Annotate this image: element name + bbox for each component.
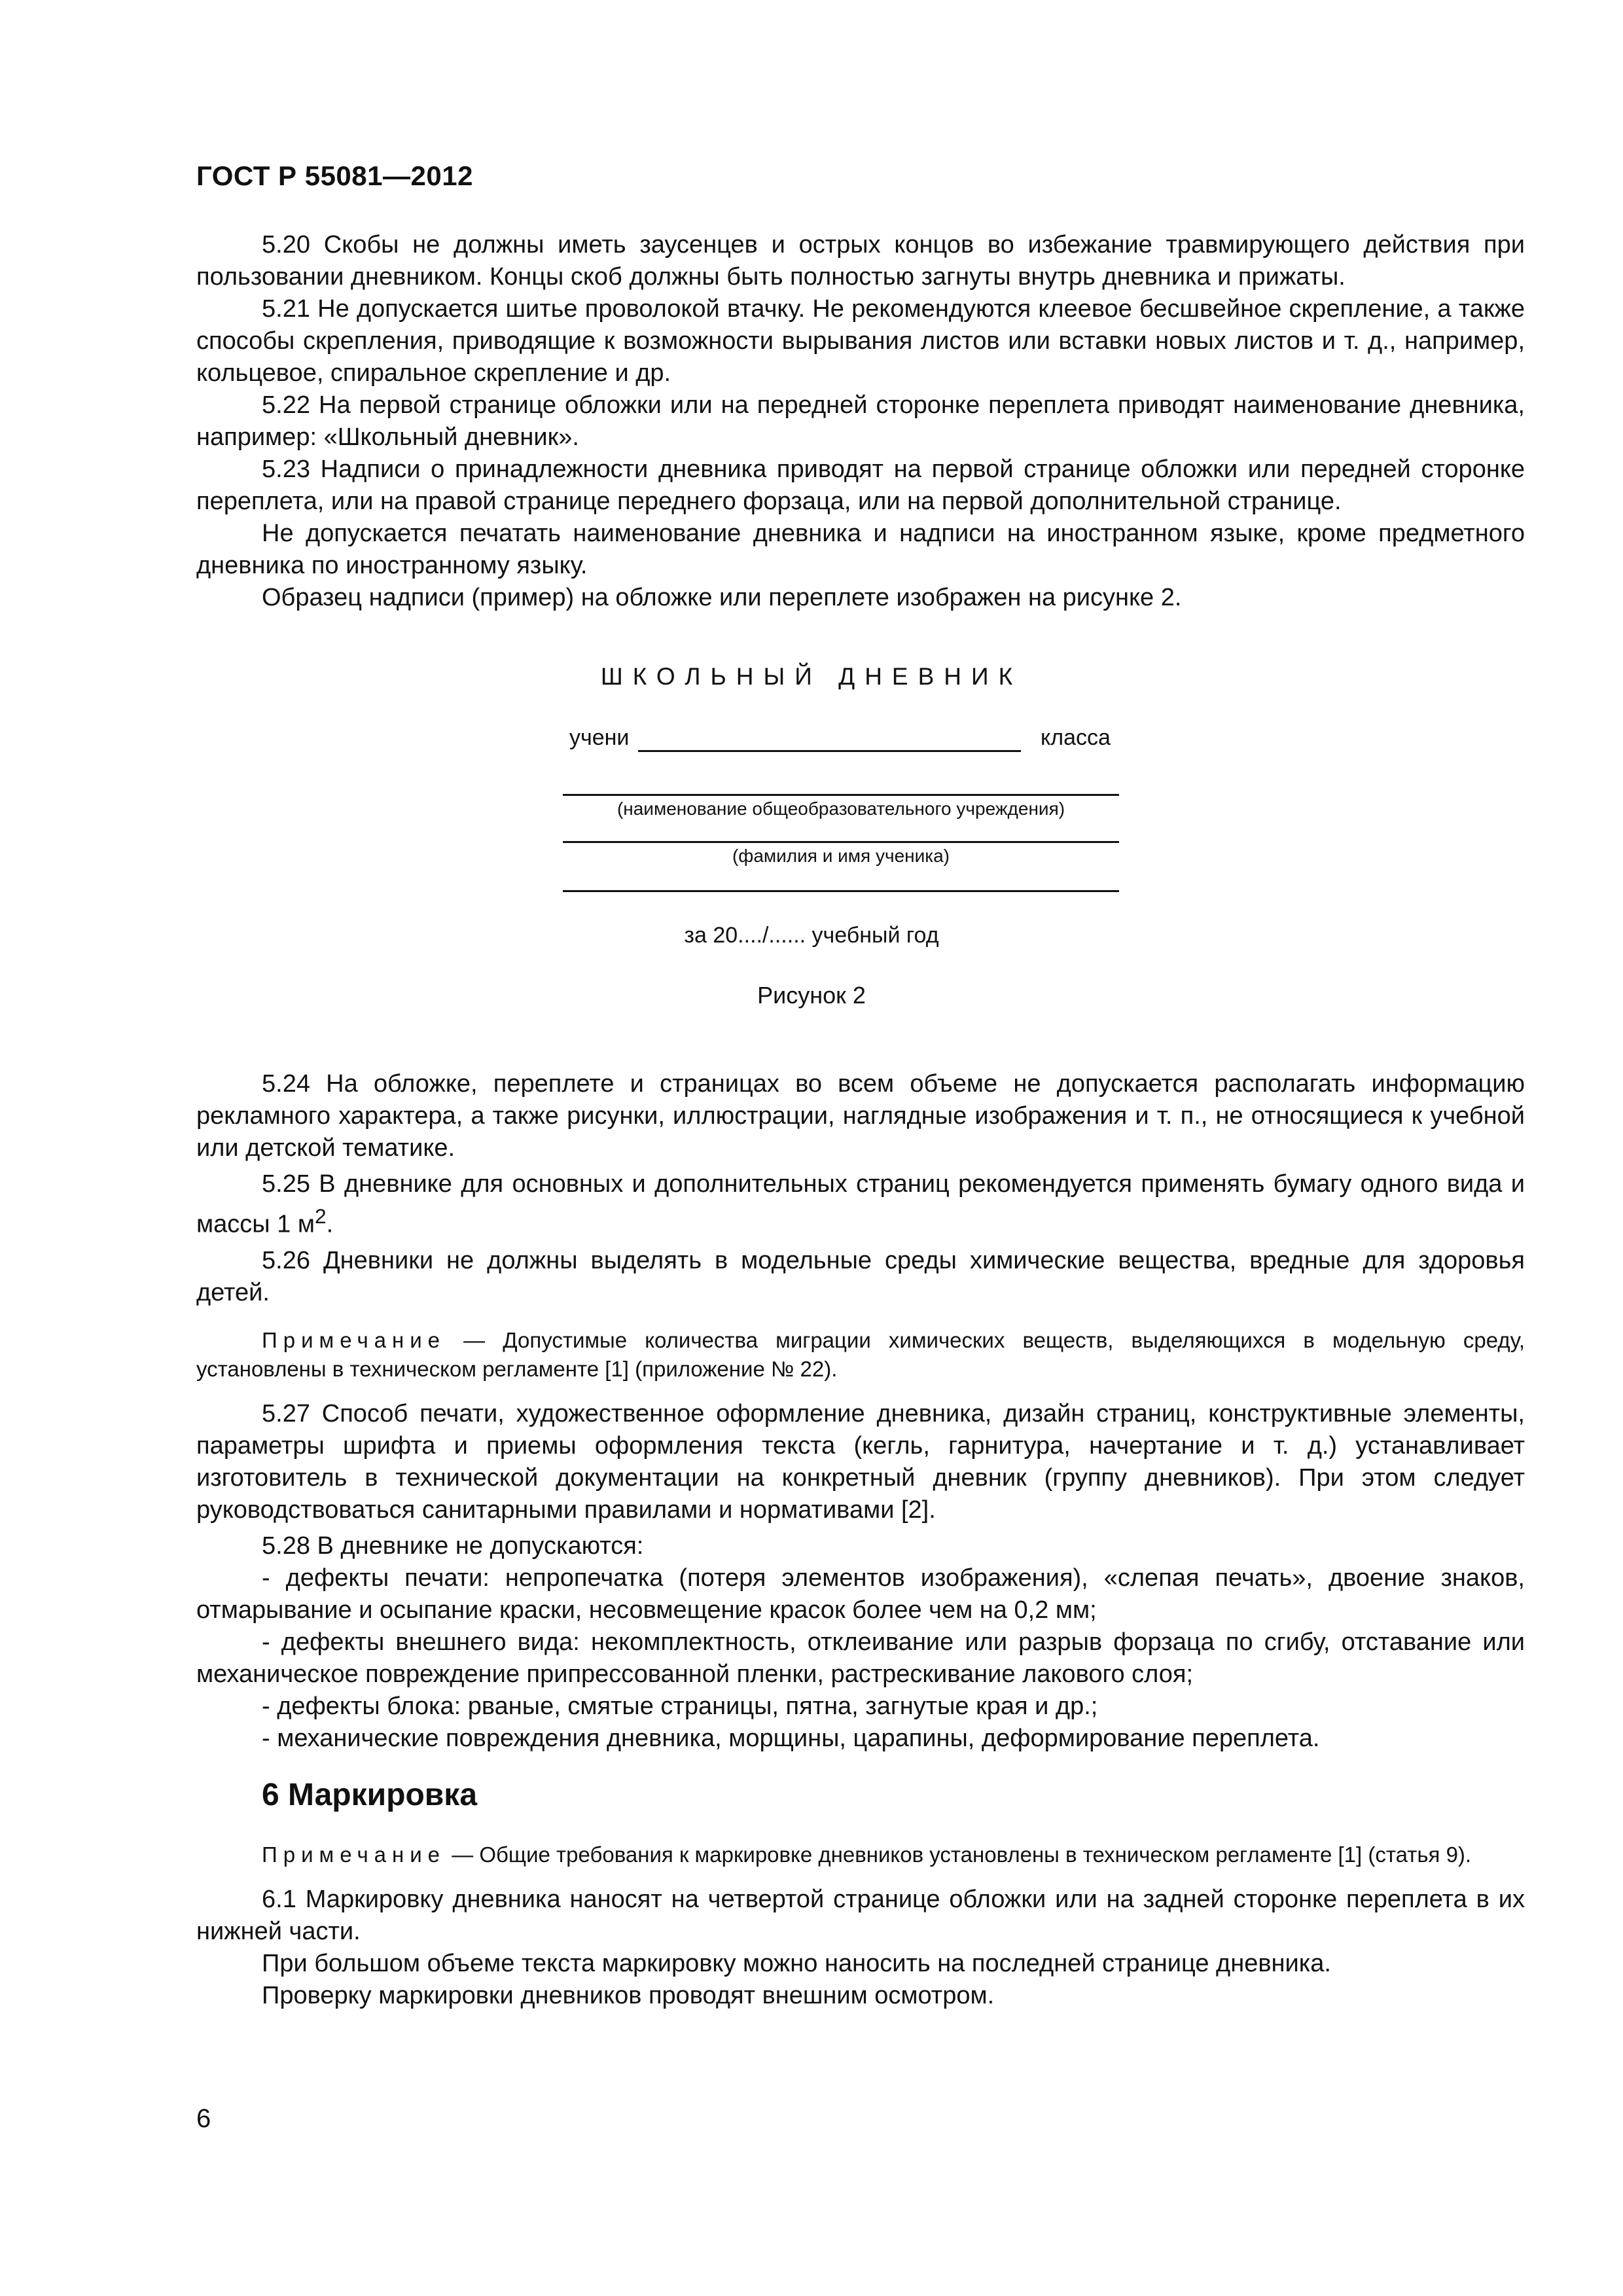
section-6-title: 6 Маркировка xyxy=(262,1778,478,1812)
paragraph-5-24: 5.24 На обложке, переплете и страницах во всем объеме не допускается располагать информацию рекламного характера, а также рисунки, иллюстрации, наглядные изображения и т. п., не относящиеся к учебной или детской тематике. xyxy=(196,1070,1525,1162)
paragraph-foreign-language: Не допускается печатать наименование дневника и надписи на иностранном языке, кроме предметного дневника по иностранному языку. xyxy=(196,520,1525,579)
defect-item-mechanical: - механические повреждения дневника, морщины, царапины, деформирование переплета. xyxy=(262,1724,1320,1752)
paragraph-5-21: 5.21 Не допускается шитье проволокой втачку. Не рекомендуются клеевое бесшвейное скрепление, а также способы скрепления, приводящие к возможности вырывания листов или вставки новых листов и т. д., например, кольцевое, спиральное скрепление и др. xyxy=(196,295,1525,387)
paragraph-sample-reference: Образец надписи (пример) на обложке или переплете изображен на рисунке 2. xyxy=(262,584,1182,611)
note-text: — Общие требования к маркировке дневников установлены в техническом регламенте [1] (статья 9). xyxy=(452,1842,1472,1867)
paragraph-5-25-end: . xyxy=(326,1210,334,1238)
extra-blank-line xyxy=(563,890,1119,892)
paragraph-5-22: 5.22 На первой странице обложки или на передней сторонке переплета приводят наименование дневника, например: «Школьный дневник». xyxy=(196,391,1525,451)
class-suffix-label: класса xyxy=(1041,725,1111,750)
paragraph-6-1: 6.1 Маркировку дневника наносят на четвертой странице обложки или на задней сторонке переплета в их нижней части. xyxy=(196,1886,1525,1945)
paragraph-5-28: 5.28 В дневнике не допускаются: xyxy=(262,1532,644,1560)
paragraph-5-27: 5.27 Способ печати, художественное оформление дневника, дизайн страниц, конструктивные элементы, параметры шрифта и приемы оформления текста (кегль, гарнитура, начертание и т. д.) устанавливает изготовитель в технической документации на конкретный дневник (группу дневников). При этом следует руководствоваться санитарными правилами и нормативами [2]. xyxy=(196,1399,1525,1524)
section5-part2 xyxy=(196,1068,1525,1755)
note-label: Примечание xyxy=(262,1327,446,1352)
section6-body xyxy=(196,1840,1525,2012)
figure-label: Рисунок 2 xyxy=(757,982,866,1009)
paragraph-5-25-superscript: 2 xyxy=(314,1204,327,1228)
paragraph-check: Проверку маркировки дневников проводят внешним осмотром. xyxy=(262,1982,995,2009)
paragraph-large-text: При большом объеме текста маркировку можно наносить на последней странице дневника. xyxy=(262,1950,1331,1977)
page-number: 6 xyxy=(196,2104,211,2133)
paragraph-5-23: 5.23 Надписи о принадлежности дневника приводят на первой странице обложки или передней сторонке переплета, или на правой странице переднего форзаца, или на первой дополнительной странице. xyxy=(196,456,1525,515)
name-blank-line xyxy=(563,841,1119,843)
figure-title: ШКОЛЬНЫЙ ДНЕВНИК xyxy=(600,663,1023,690)
defect-item-appearance: - дефекты внешнего вида: некомплектность, отклеивание или разрыв форзаца по сгибу, отставание или механическое повреждение припрессованной пленки, растрескивание лакового слоя; xyxy=(196,1628,1525,1688)
document-header-standard-id: ГОСТ Р 55081—2012 xyxy=(196,160,473,191)
paragraph-5-25 xyxy=(196,1168,1525,1241)
note-text: — Допустимые количества миграции химических веществ, выделяющихся в модельную среду, установлены в техническом регламенте [1] (приложение № 22). xyxy=(196,1327,1525,1381)
note-label: Примечание xyxy=(262,1842,446,1867)
academic-year-line: за 20..../...... учебный год xyxy=(684,923,939,948)
institution-caption: (наименование общеобразовательного учреждения) xyxy=(616,798,1065,819)
paragraph-5-25-text: 5.25 В дневнике для основных и дополнительных страниц рекомендуется применять бумагу одного вида и массы 1 м xyxy=(196,1170,1525,1238)
institution-blank-line xyxy=(563,794,1119,796)
paragraph-5-20: 5.20 Скобы не должны иметь заусенцев и острых концов во избежание травмирующего действия при пользовании дневником. Концы скоб должны быть полностью загнуты внутрь дневника и прижаты. xyxy=(196,231,1525,291)
name-caption: (фамилия и имя ученика) xyxy=(732,846,950,866)
paragraph-5-26: 5.26 Дневники не должны выделять в модельные среды химические вещества, вредные для здоровья детей. xyxy=(196,1246,1525,1306)
student-prefix-label: учени xyxy=(569,725,630,750)
note-section-6 xyxy=(196,1840,1525,1869)
student-blank-line xyxy=(638,750,1021,752)
defect-item-block: - дефекты блока: рваные, смятые страницы, пятна, загнутые края и др.; xyxy=(262,1692,1098,1720)
section5-part1 xyxy=(196,229,1525,614)
defect-item-printing: - дефекты печати: непропечатка (потеря элементов изображения), «слепая печать», двоение знаков, отмарывание и осыпание краски, несовмещение красок более чем на 0,2 мм; xyxy=(196,1564,1525,1624)
note-5-26 xyxy=(196,1326,1525,1384)
